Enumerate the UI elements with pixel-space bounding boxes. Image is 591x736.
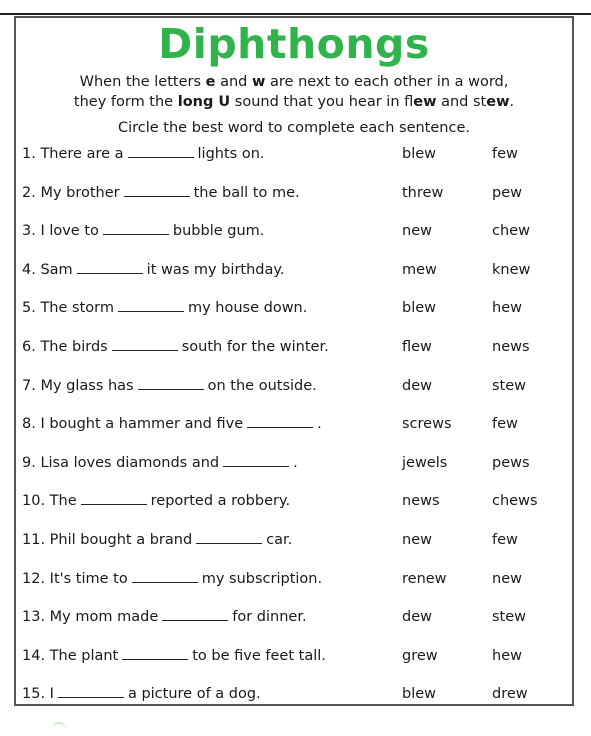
sentence-after: reported a robbery. <box>150 493 291 510</box>
sentence-after: the ball to me. <box>193 184 300 201</box>
answer-blank[interactable] <box>118 310 184 312</box>
answer-blank[interactable] <box>77 272 143 274</box>
sentence-text <box>22 146 265 162</box>
answer-blank[interactable] <box>112 349 178 351</box>
sentence-before: 9. Lisa loves diamonds and <box>22 454 220 471</box>
sentence-before: 13. My mom made <box>22 609 159 626</box>
answer-blank[interactable] <box>122 658 188 660</box>
word-choice-2[interactable]: new <box>492 570 522 587</box>
sentence-text <box>22 378 317 394</box>
word-choice-2[interactable]: chews <box>492 493 538 510</box>
word-choice-2[interactable]: hew <box>492 300 522 317</box>
word-choice-1[interactable]: new <box>402 532 432 548</box>
sentence-before: 1. There are a <box>22 146 124 162</box>
sentence-row <box>16 493 572 517</box>
worksheet <box>14 16 574 706</box>
intro-text <box>16 72 572 112</box>
word-choice-2[interactable]: chew <box>492 223 530 240</box>
word-choice-1[interactable]: dew <box>402 609 432 626</box>
sentence-row <box>16 262 572 286</box>
sentence-after: my house down. <box>187 300 308 317</box>
sentence-before: 12. It's time to <box>22 570 128 587</box>
answer-blank[interactable] <box>132 581 198 583</box>
word-choice-2[interactable]: stew <box>492 377 527 394</box>
sentence-text <box>22 493 290 509</box>
sentence-text <box>22 300 307 316</box>
sentence-after: . <box>293 454 298 471</box>
word-choice-1[interactable]: flew <box>402 339 432 355</box>
answer-blank[interactable] <box>162 619 228 621</box>
sentence-text <box>22 339 329 355</box>
answer-blank[interactable] <box>81 503 147 505</box>
sentence-row <box>16 416 572 440</box>
decorative-mark <box>52 722 66 730</box>
word-choice-1[interactable]: renew <box>402 570 447 587</box>
instruction-text: Circle the best word to complete each sentence. <box>117 120 470 136</box>
sentence-before: 15. I <box>22 686 54 703</box>
sentence-text <box>22 185 300 201</box>
sentence-row <box>16 300 572 324</box>
word-choice-1[interactable]: threw <box>402 184 444 201</box>
word-choice-1[interactable]: news <box>402 493 440 510</box>
sentence-row <box>16 571 572 595</box>
sentence-row <box>16 609 572 633</box>
sentence-row <box>16 185 572 209</box>
sentence-row <box>16 378 572 402</box>
answer-blank[interactable] <box>223 465 289 467</box>
sentence-before: 10. The <box>22 493 77 510</box>
sentence-row <box>16 146 572 170</box>
sentence-before: 11. Phil bought a brand <box>22 532 193 548</box>
sentence-before: 3. I love to <box>22 223 99 240</box>
answer-blank[interactable] <box>124 195 190 197</box>
sentence-after: to be five feet tall. <box>192 647 326 664</box>
word-choice-1[interactable]: screws <box>402 416 452 433</box>
sentence-text <box>22 648 326 664</box>
word-choice-1[interactable]: mew <box>402 261 437 278</box>
sentence-after: lights on. <box>197 146 265 162</box>
sentence-row <box>16 686 572 710</box>
intro-line-2: they form the long U sound that you hear in flew and stew. <box>73 94 515 110</box>
sentence-before: 7. My glass has <box>22 377 134 394</box>
sentence-after: my subscription. <box>201 570 323 587</box>
sentence-row <box>16 223 572 247</box>
sentence-before: 2. My brother <box>22 184 120 201</box>
sentence-text <box>22 223 264 239</box>
sentence-before: 4. Sam <box>22 261 73 278</box>
sentence-after: south for the winter. <box>181 339 329 355</box>
word-choice-2[interactable]: news <box>492 339 530 355</box>
word-choice-2[interactable]: pews <box>492 454 530 471</box>
answer-blank[interactable] <box>58 696 124 698</box>
intro-line-1: When the letters e and w are next to each other in a word, <box>79 74 509 90</box>
sentence-after: it was my birthday. <box>146 261 285 278</box>
word-choice-1[interactable]: dew <box>402 377 432 394</box>
sentence-before: 5. The storm <box>22 300 114 317</box>
sentence-text <box>22 262 285 278</box>
answer-blank[interactable] <box>196 542 262 544</box>
word-choice-1[interactable]: blew <box>402 686 437 703</box>
sentence-before: 6. The birds <box>22 339 108 355</box>
sentence-row <box>16 339 572 363</box>
word-choice-2[interactable]: pew <box>492 184 522 201</box>
sentence-row <box>16 648 572 672</box>
sentence-text <box>22 571 322 587</box>
word-choice-1[interactable]: blew <box>402 300 437 317</box>
sentence-row <box>16 532 572 556</box>
sentence-text <box>22 609 307 625</box>
word-choice-2[interactable]: stew <box>492 609 527 626</box>
answer-blank[interactable] <box>138 388 204 390</box>
word-choice-2[interactable]: knew <box>492 261 531 278</box>
word-choice-2[interactable]: few <box>492 416 518 433</box>
word-choice-2[interactable]: few <box>492 532 518 548</box>
top-divider <box>0 13 591 15</box>
word-choice-2[interactable]: few <box>492 146 518 162</box>
word-choice-2[interactable]: drew <box>492 686 528 703</box>
sentence-before: 8. I bought a hammer and five <box>22 416 244 433</box>
page-title: Diphthongs <box>158 20 430 68</box>
sentence-after: bubble gum. <box>172 223 265 240</box>
word-choice-1[interactable]: blew <box>402 146 437 162</box>
sentence-before: 14. The plant <box>22 647 119 664</box>
sentence-text <box>22 455 298 471</box>
sentence-after: on the outside. <box>207 377 317 394</box>
word-choice-1[interactable]: grew <box>402 647 438 664</box>
answer-blank[interactable] <box>103 233 169 235</box>
sentence-after: car. <box>266 532 293 548</box>
word-choice-2[interactable]: hew <box>492 647 522 664</box>
word-choice-1[interactable]: jewels <box>402 454 448 471</box>
answer-blank[interactable] <box>128 156 194 158</box>
word-choice-1[interactable]: new <box>402 223 432 240</box>
answer-blank[interactable] <box>247 426 313 428</box>
sentence-after: a picture of a dog. <box>127 686 261 703</box>
sentence-text <box>22 686 261 702</box>
sentence-after: . <box>317 416 322 433</box>
sentence-after: for dinner. <box>232 609 307 626</box>
sentence-text <box>22 532 292 548</box>
sentence-text <box>22 416 322 432</box>
sentence-row <box>16 455 572 479</box>
